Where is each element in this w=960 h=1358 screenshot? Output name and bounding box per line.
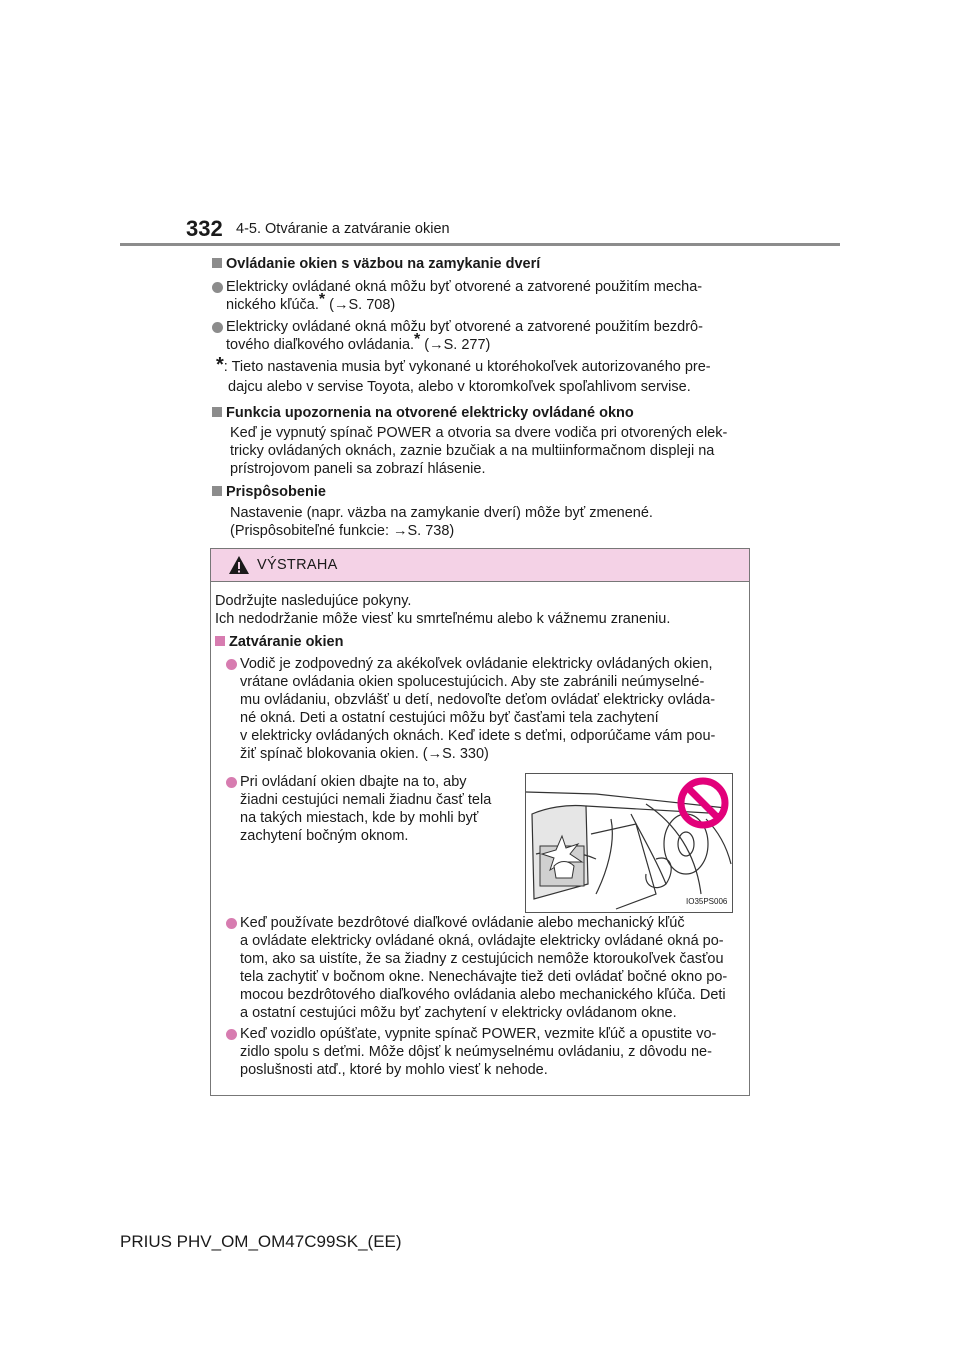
section-body: Nastavenie (napr. väzba na zamykanie dverí) môže byť zmenené. (Prispôsobiteľné funkcie: →S. 738) (230, 505, 653, 539)
bullet-dot-icon (226, 918, 237, 929)
warning-triangle-icon (228, 555, 250, 575)
square-bullet-icon (212, 407, 222, 417)
bullet-dot-icon (226, 777, 237, 788)
section-body: Keď je vypnutý spínač POWER a otvoria sa dvere vodiča pri otvorených elek- tricky ovládaných oknách, zaznie bzučiak a na multiinformačnom displeji na prístrojovom paneli sa zobrazí hlásenie. (230, 425, 728, 477)
section-heading-customization: Prispôsobenie (212, 483, 326, 501)
list-item: Vodič je zodpovedný za akékoľvek ovládanie elektricky ovládaných okien, vrátane ovládania okien spolucestujúcich. Aby ste zabránili neúmyselné- mu ovládaniu, obzvlášť u detí, nedovoľte deťom ovládať elektricky ovláda- né okná. Deti a ostatní cestujúci môžu byť časťami tela zachytení v elektricky ovládaných oknách. Keď idete s deťmi, odporúčame vám pou- žiť spínač blokovania okien. (→S. 330) (226, 655, 743, 763)
bullet-dot-icon (212, 282, 223, 293)
section-heading-open-window-warning: Funkcia upozornenia na otvorené elektricky ovládané okno (212, 404, 634, 422)
document-code: PRIUS PHV_OM_OM47C99SK_(EE) (120, 1232, 402, 1251)
warning-intro: Dodržujte nasledujúce pokyny. Ich nedodržanie môže viesť ku smrteľnému alebo k vážnemu zraneniu. (215, 593, 671, 627)
warning-title: VÝSTRAHA (257, 557, 338, 573)
illustration-hand-caught-in-window (525, 773, 733, 913)
square-bullet-icon (212, 486, 222, 496)
square-bullet-icon (215, 636, 225, 646)
page-number: 332 (186, 216, 223, 241)
section-heading-window-lock-link: Ovládanie okien s väzbou na zamykanie dverí (212, 255, 540, 273)
bullet-dot-icon (212, 322, 223, 333)
square-bullet-icon (212, 258, 222, 268)
list-item: Keď používate bezdrôtové diaľkové ovládanie alebo mechanický kľúč a ovládate elektricky ovládané okná, ovládajte elektricky ovládané okná po- tom, ako sa uistíte, že sa žiadny z cestujúcich nemôže ktoroukoľvek časťou tela zachytiť v bočnom okne. Nenechávajte tiež deti ovládať bočné okno po- mocou bezdrôtového diaľkového ovládania alebo mechanického kľúča. Deti a ostatní cestujúci môžu byť zachytení v elektricky ovládanom okne. (226, 914, 743, 1022)
chapter-title: 4-5. Otváranie a zatváranie okien (236, 221, 450, 237)
list-item: Elektricky ovládané okná môžu byť otvorené a zatvorené použitím bezdrô- tového diaľkového ovládania.* (→S. 277) (212, 318, 750, 354)
footnote-mark: * (318, 291, 326, 308)
list-item: Keď vozidlo opúšťate, vypnite spínač POWER, vezmite kľúč a opustite vo- zidlo spolu s deťmi. Môže dôjsť k neúmyselnému ovládaniu, z dôvodu ne- poslušnosti atď., ktoré by mohlo viesť k nehode. (226, 1025, 743, 1079)
prohibited-icon (676, 776, 730, 830)
list-item: Pri ovládaní okien dbajte na to, aby žiadni cestujúci nemali žiadnu časť tela na takých miestach, kde by mohli byť zachytení bočným oknom. (226, 773, 514, 845)
bullet-dot-icon (226, 1029, 237, 1040)
footnote-mark: * (414, 331, 421, 348)
illustration-code: IO35PS006 (686, 897, 728, 906)
header-rule (120, 243, 840, 246)
warning-subheading: Zatváranie okien (215, 633, 343, 651)
footnote: *: Tieto nastavenia musia byť vykonané u ktoréhokoľvek autorizovaného pre- dajcu alebo v servise Toyota, alebo v ktoromkoľvek spoľahlivom servise. (216, 354, 711, 395)
bullet-dot-icon (226, 659, 237, 670)
list-item: Elektricky ovládané okná môžu byť otvorené a zatvorené použitím mecha- nického kľúča.* (→S. 708) (212, 278, 750, 314)
